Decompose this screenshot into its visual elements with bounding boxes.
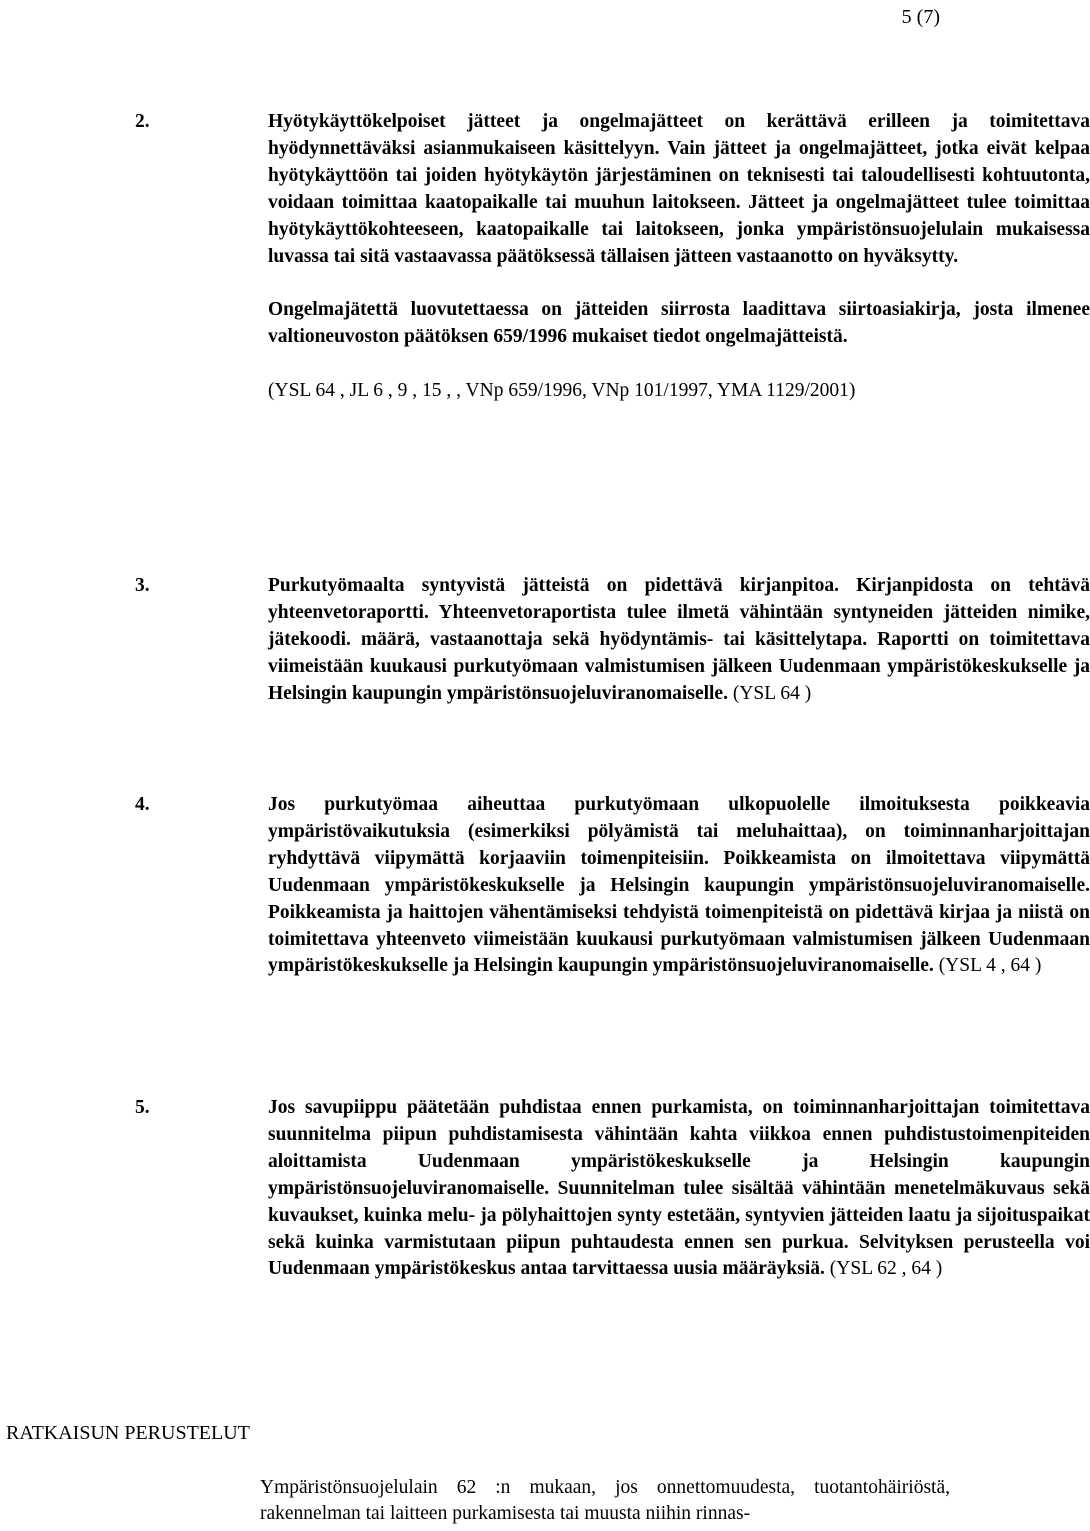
item-5-legal-reference: (YSL 62 , 64 ) (824, 1258, 943, 1280)
item-number: 5. (135, 1097, 150, 1118)
item-3-paragraph (268, 573, 1090, 708)
item-number: 2. (135, 111, 150, 132)
item-3-text: Purkutyömaalta syntyvistä jätteistä on pidettävä kirjanpitoa. Kirjanpidosta on tehtävä yhteenvetoraportti. Yhteenvetoraportista tulee ilmetä vähintään syntyneiden jätteiden nimike, jätekoodi. määrä, vastaanottaja sekä hyödyntämis- tai käsittelytapa. Raportti on toimitettava viimeistään kuukausi purkutyömaan valmistumisen jälkeen Uudenmaan ympäristökeskukselle ja Helsingin kaupungin ympäristönsuojeluviranomaiselle. (268, 575, 1090, 704)
item-3-legal-reference: (YSL 64 ) (727, 682, 812, 704)
justification-paragraph: Ympäristönsuojelulain 62 :n mukaan, jos onnettomuudesta, tuotantohäiriöstä, rakennelman tai laitteen purkamisesta tai muusta niihin rinnas- (260, 1477, 950, 1524)
page-number: 5 (7) (901, 6, 940, 28)
section-heading: RATKAISUN PERUSTELUT (6, 1422, 250, 1444)
item-4-legal-reference: (YSL 4 , 64 ) (933, 955, 1042, 977)
item-number: 3. (135, 575, 150, 596)
item-2-legal-reference: (YSL 64 , JL 6 , 9 , 15 , , VNp 659/1996, VNp 101/1997, YMA 1129/2001) (268, 380, 856, 402)
item-4-paragraph (268, 792, 1090, 980)
item-number: 4. (135, 794, 150, 815)
item-2-paragraph-1: Hyötykäyttökelpoiset jätteet ja ongelmajätteet on kerättävä erilleen ja toimitettava hyödynnettäväksi asianmukaiseen käsittelyyn. Vain jätteet ja ongelmajätteet, jotka eivät kelpaa hyötykäyttöön tai joiden hyötykäytön järjestäminen on teknisesti tai taloudellisesti kohtuutonta, voidaan toimittaa kaatopaikalle tai muuhun laitokseen. Jätteet ja ongelmajätteet tulee toimittaa hyötykäyttökohteeseen, kaatopaikalle tai laitokseen, jonka ympäristönsuojelulain mukaisessa luvassa tai sitä vastaavassa päätöksessä tällaisen jätteen vastaanotto on hyväksytty. (268, 111, 1090, 267)
item-5-text: Jos savupiippu päätetään puhdistaa ennen purkamista, on toiminnanharjoittajan toimitettava suunnitelma piipun puhdistamisesta vähintään kahta viikkoa ennen puhdistustoimenpiteiden aloittamista Uudenmaan ympäristökeskukselle ja Helsingin kaupungin ympäristönsuojeluviranomaiselle. Suunnitelman tulee sisältää vähintään menetelmäkuvaus sekä kuvaukset, kuinka melu- ja pölyhaittojen synty estetään, syntyvien jätteiden laatu ja sijoituspaikat sekä kuinka varmistutaan piipun puhtaudesta ennen sen purkua. Selvityksen perusteella voi Uudenmaan ympäristökeskus antaa tarvittaessa uusia määräyksiä. (268, 1097, 1090, 1280)
item-4-text: Jos purkutyömaa aiheuttaa purkutyömaan ulkopuolelle ilmoituksesta poikkeavia ympäristövaikutuksia (esimerkiksi pölyämistä tai meluhaittaa), on toiminnanharjoittajan ryhdyttävä viipymättä korjaaviin toimenpiteisiin. Poikkeamista on ilmoitettava viipymättä Uudenmaan ympäristökeskukselle ja Helsingin kaupungin ympäristönsuojeluviranomaiselle. Poikkeamista ja haittojen vähentämiseksi tehdyistä toimenpiteistä on pidettävä kirjaa ja niistä on toimitettava yhteenveto viimeistään kuukausi purkutyömaan valmistumisen jälkeen Uudenmaan ympäristökeskukselle ja Helsingin kaupungin ympäristönsuojeluviranomaiselle. (268, 794, 1090, 977)
item-2-paragraph-2: Ongelmajätettä luovutettaessa on jätteiden siirrosta laadittava siirtoasiakirja, josta ilmenee valtioneuvoston päätöksen 659/1996 mukaiset tiedot ongelmajätteistä. (268, 299, 1090, 348)
item-5-paragraph (268, 1095, 1090, 1283)
